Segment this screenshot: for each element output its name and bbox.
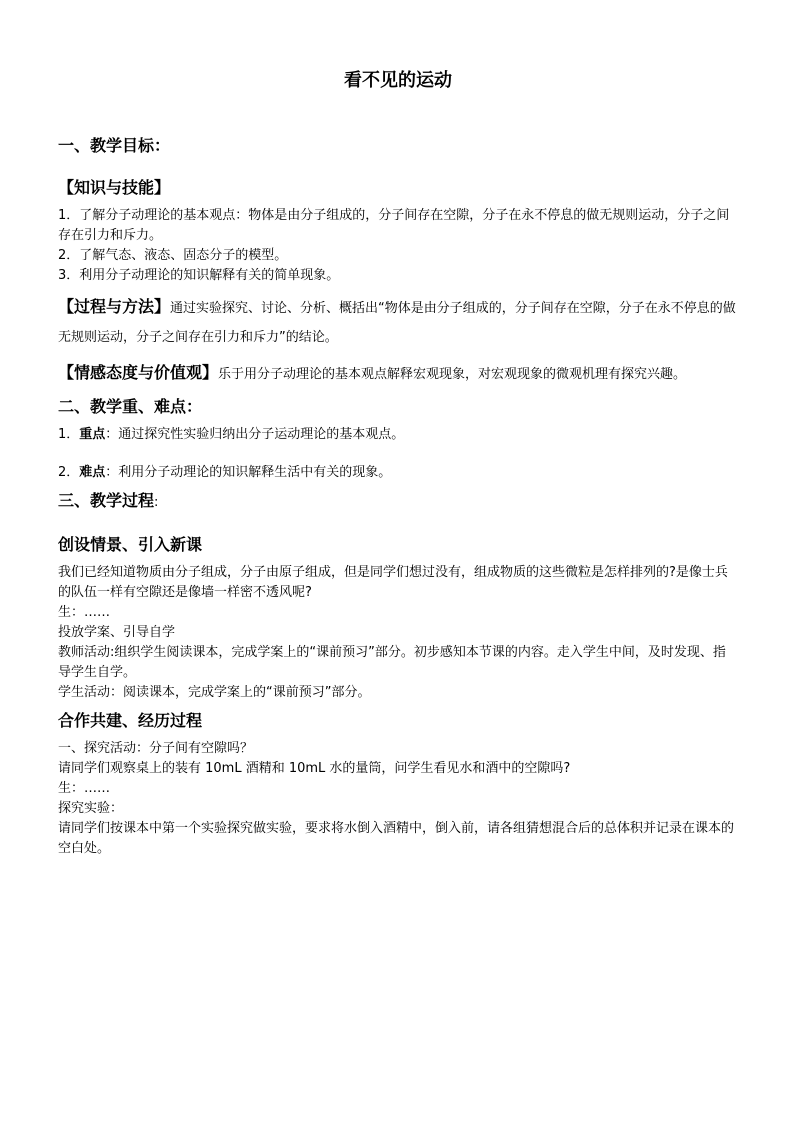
document-title: 看不见的运动 [344, 70, 452, 91]
document-page [58, 68, 738, 859]
process-method-lead: 【过程与方法】 [58, 297, 171, 316]
part1-heading: 创设情景、引入新课 [58, 535, 203, 554]
difficult-point-text: ：利用分子动理论的知识解释生活中有关的现象。 [105, 465, 392, 480]
part2-line-4: 探究实验： [58, 801, 124, 816]
section-key-points-heading: 二、教学重、难点： [58, 397, 203, 416]
part1-line-3: 投放学案、引导自学 [58, 625, 176, 640]
part1-line-2: 生：…… [58, 605, 111, 620]
teaching-process-heading-colon: : [154, 495, 159, 510]
process-method-paragraph [58, 292, 738, 352]
emotion-value-paragraph [58, 358, 738, 389]
key-point-text: ：通过探究性实验归纳出分子运动理论的基本观点。 [105, 427, 405, 442]
knowledge-item-3: 3．利用分子动理论的知识解释有关的简单现象。 [58, 268, 340, 283]
difficult-point-label: 难点 [79, 465, 106, 480]
difficult-point-line [58, 463, 738, 483]
difficult-point-prefix: 2． [58, 465, 80, 480]
part1-line-4: 教师活动:组织学生阅读课本，完成学案上的“课前预习”部分。初步感知本节课的内容。走入学生中间，及时发现、指导学生自学。 [58, 645, 726, 680]
part2-heading: 合作共建、经历过程 [58, 711, 203, 730]
part1-line-5: 学生活动：阅读课本，完成学案上的“课前预习”部分。 [58, 685, 371, 700]
part1-line-1: 我们已经知道物质由分子组成，分子由原子组成，但是同学们想过没有，组成物质的这些微粒是怎样排列的?是像士兵的队伍一样有空隙还是像墙一样密不透风呢? [58, 565, 728, 600]
part2-line-5: 请同学们按课本中第一个实验探究做实验，要求将水倒入酒精中，倒入前，请各组猜想混合后的总体积并记录在课本的空白处。 [58, 821, 735, 856]
key-point-label: 重点 [79, 427, 106, 442]
part2-line-2: 请同学们观察桌上的装有 10mL 酒精和 10mL 水的量筒，问学生看见水和酒中的空隙吗? [58, 761, 571, 776]
part2-line-3: 生：…… [58, 781, 111, 796]
key-point-line [58, 425, 738, 445]
emotion-value-text: 乐于用分子动理论的基本观点解释宏观现象，对宏观现象的微观机理有探究兴趣。 [218, 367, 687, 382]
knowledge-skills-heading: 【知识与技能】 [58, 178, 171, 197]
process-method-text: 通过实验探究、讨论、分析、概括出“物体是由分子组成的，分子间存在空隙，分子在永不停息的做无规则运动，分子之间存在引力和斥力”的结论。 [58, 301, 736, 345]
knowledge-item-1: 1．了解分子动理论的基本观点：物体是由分子组成的，分子间存在空隙，分子在永不停息的做无规则运动，分子之间存在引力和斥力。 [58, 208, 730, 243]
section-teaching-process-heading [58, 489, 738, 515]
section-teaching-goals-heading: 一、教学目标： [58, 136, 171, 155]
key-point-prefix: 1． [58, 427, 80, 442]
knowledge-item-2: 2．了解气态、液态、固态分子的模型。 [58, 248, 288, 263]
teaching-process-heading-text: 三、教学过程 [58, 491, 155, 510]
part2-line-1: 一、探究活动：分子间有空隙吗？ [58, 741, 254, 756]
emotion-value-lead: 【情感态度与价值观】 [58, 363, 219, 382]
